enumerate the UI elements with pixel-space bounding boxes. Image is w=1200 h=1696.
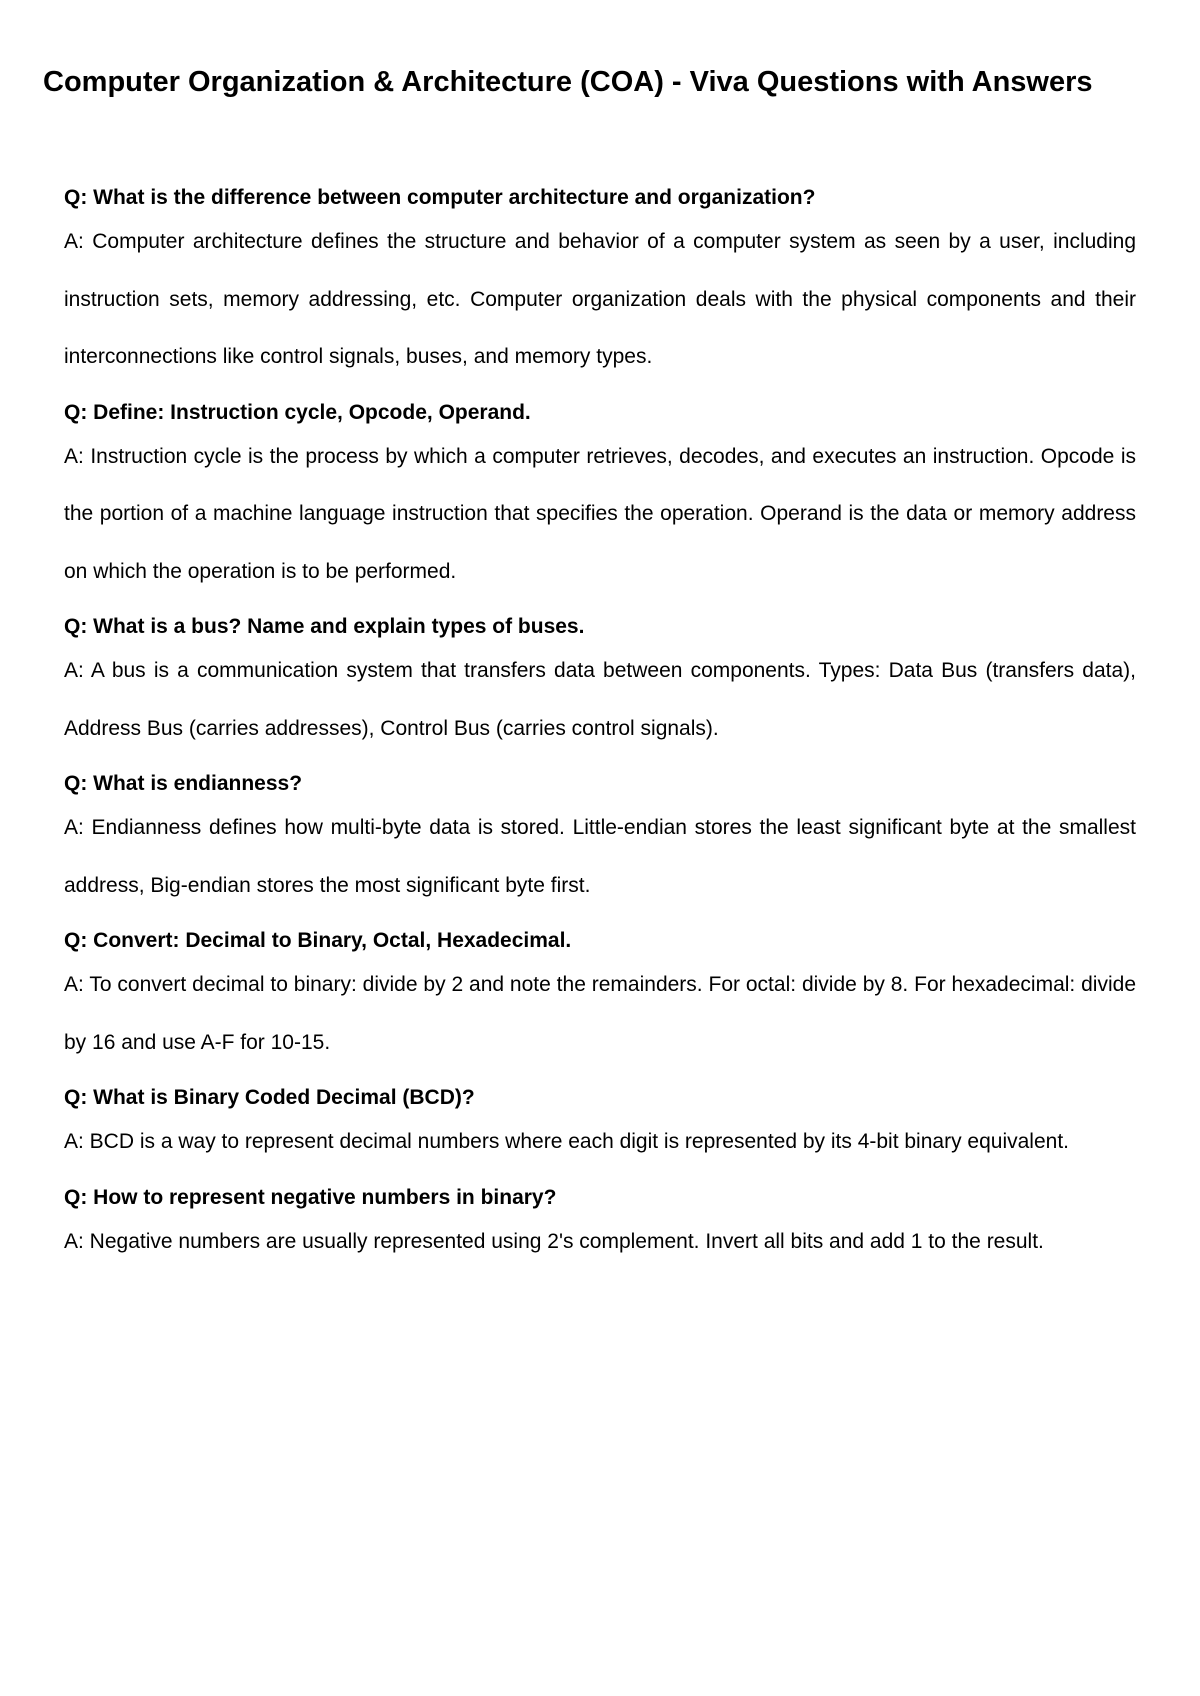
question-text: Q: Convert: Decimal to Binary, Octal, Hexadecimal.	[64, 929, 572, 952]
qa-item	[64, 398, 1136, 601]
answer-text: A: To convert decimal to binary: divide by 2 and note the remainders. For octal: divide by 8. For hexadecimal: divide by 16 and use A-F for 10-15.	[64, 973, 1136, 1054]
qa-item	[64, 926, 1136, 1071]
qa-list	[64, 183, 1136, 1282]
answer-text: A: A bus is a communication system that transfers data between components. Types: Data Bus (transfers data), Address Bus (carries addresses), Control Bus (carries control signals).	[64, 659, 1136, 740]
answer-text: A: BCD is a way to represent decimal numbers where each digit is represented by its 4-bit binary equivalent.	[64, 1130, 1069, 1153]
qa-item	[64, 769, 1136, 914]
question-text: Q: What is the difference between computer architecture and organization?	[64, 186, 816, 209]
qa-item	[64, 183, 1136, 386]
question-text: Q: What is a bus? Name and explain types of buses.	[64, 615, 585, 638]
question-text: Q: Define: Instruction cycle, Opcode, Operand.	[64, 400, 531, 424]
answer-text: A: Negative numbers are usually represented using 2's complement. Invert all bits and add 1 to the result.	[64, 1229, 1044, 1253]
question-text: Q: How to represent negative numbers in binary?	[64, 1185, 557, 1209]
qa-item	[64, 612, 1136, 757]
question-text: Q: What is Binary Coded Decimal (BCD)?	[64, 1086, 475, 1109]
qa-item	[64, 1083, 1136, 1171]
answer-text: A: Instruction cycle is the process by which a computer retrieves, decodes, and executes an instruction. Opcode is the portion of a machine language instruction that specifies the operation. Operand is the data or memory address on which the operation is to be performed.	[64, 444, 1136, 583]
answer-text: A: Computer architecture defines the structure and behavior of a computer system as seen by a user, including instruction sets, memory addressing, etc. Computer organization deals with the physical components and their interconnections like control signals, buses, and memory types.	[64, 230, 1136, 368]
page-title: Computer Organization & Architecture (COA) - Viva Questions with Answers	[43, 66, 1093, 98]
answer-text: A: Endianness defines how multi-byte data is stored. Little-endian stores the least significant byte at the smallest address, Big-endian stores the most significant byte first.	[64, 816, 1136, 897]
qa-item	[64, 1183, 1136, 1271]
question-text: Q: What is endianness?	[64, 772, 303, 795]
